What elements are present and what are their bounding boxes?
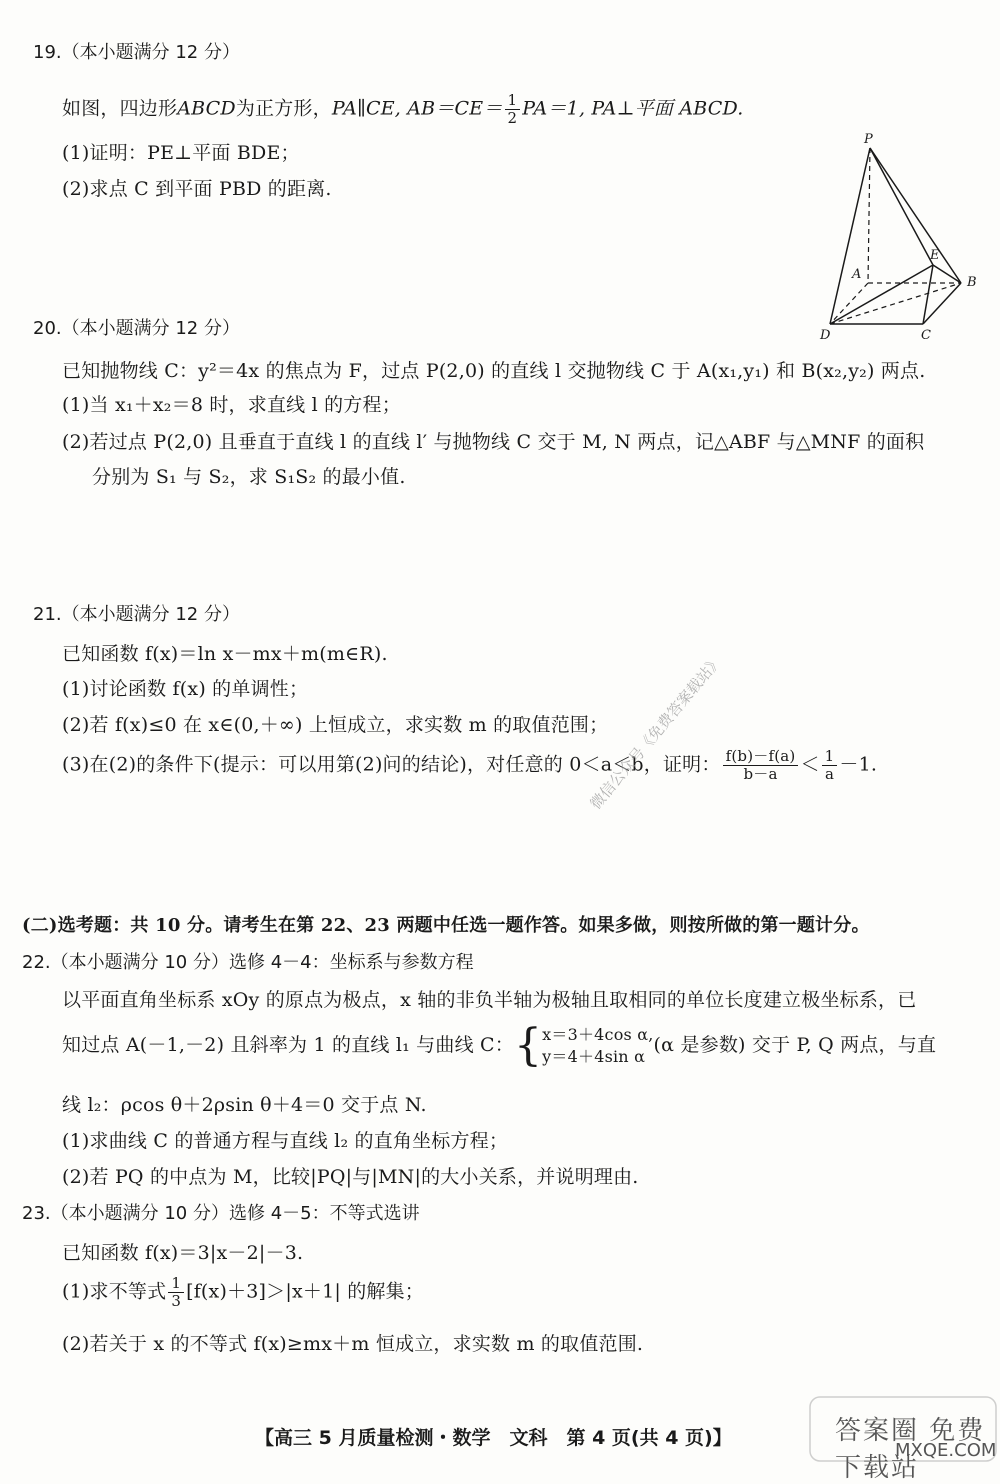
q20-stem: 已知抛物线 C：y²＝4x 的焦点为 F，过点 P(2,0) 的直线 l 交抛物线 C 于 A(x₁,y₁) 和 B(x₂,y₂) 两点. [62,360,926,382]
q19-stem-e: PA＝1, PA⊥平面 [522,97,674,120]
q21-part3-text: (3)在(2)的条件下(提示：可以用第(2)问的结论)，对任意的 0＜a＜b，证明： [62,753,721,776]
watermark: 微信公众号《免费答案载站》 [586,651,726,813]
q22-header: 22.（本小题满分 10 分）选修 4－4：坐标系与参数方程 [22,952,474,973]
page-footer: 【高三 5 月质量检测・数学 文科 第 4 页(共 4 页)】 [255,1427,732,1449]
q23-part1-a: (1)求不等式 [62,1280,167,1303]
q19-header: 19.（本小题满分 12 分） [33,42,240,63]
q20-part1: (1)当 x₁＋x₂＝8 时，求直线 l 的方程； [62,394,401,416]
q21-part3 [62,748,877,783]
q22-line2-b: (α 是参数) 交于 P, Q 两点，与直 [653,1034,937,1056]
edge-EB [933,265,961,283]
q22-part2: (2)若 PQ 的中点为 M，比较|PQ|与|MN|的大小关系，并说明理由. [62,1166,639,1188]
label-B: B [967,275,977,290]
q21-fraction-1: $\frac{f(b)-f(a)}{b-a}$ [723,748,799,783]
q21-part3-end: －1. [839,753,878,776]
q22-line3: 线 l₂：ρcos θ＋2ρsin θ＋4＝0 交于点 N. [62,1094,427,1116]
q23-part2: (2)若关于 x 的不等式 f(x)≥mx＋m 恒成立，求实数 m 的取值范围. [62,1333,644,1355]
q20-part2-line2: 分别为 S₁ 与 S₂，求 S₁S₂ 的最小值. [92,466,406,488]
q22-equation-system: x＝3＋4cos α, y＝4＋4sin α [542,1025,654,1066]
section2-heading: (二)选考题：共 10 分。请考生在第 22、23 两题中任选一题作答。如果多做，则按所做的第一题计分。 [22,915,870,936]
q19-stem-d: PA∥CE, AB＝CE＝ [331,97,503,120]
q23-part1 [62,1275,424,1310]
q19-stem-f: ABCD. [679,97,744,120]
q21-less-than: ＜ [800,753,820,776]
q19-stem [62,92,743,127]
q20-header: 20.（本小题满分 12 分） [33,318,240,339]
q19-stem-c: 为正方形， [235,97,332,120]
logo-url: MXQE.COM [895,1440,997,1461]
label-E: E [930,248,940,263]
q22-brace: { [513,1020,543,1071]
q21-header: 21.（本小题满分 12 分） [33,604,240,625]
q21-fraction-2: $\frac{1}{a}$ [822,748,838,783]
q22-line1: 以平面直角坐标系 xOy 的原点为极点，x 轴的非负半轴为极轴且取相同的单位长度建立极坐标系，已 [62,989,917,1011]
logo-text: 答案圈 免费下载站 [835,1416,986,1483]
q21-part2: (2)若 f(x)≤0 在 x∈(0,＋∞) 上恒成立，求实数 m 的取值范围； [62,714,609,736]
q20-part2-line1: (2)若过点 P(2,0) 且垂直于直线 l 的直线 l′ 与抛物线 C 交于 M, N 两点，记△ABF 与△MNF 的面积 [62,431,925,453]
pyramid-figure [810,128,990,346]
q23-fraction: $\frac{1}{3}$ [168,1275,184,1310]
q22-line2-a: 知过点 A(－1,－2) 且斜率为 1 的直线 l₁ 与曲线 C： [62,1034,514,1056]
q19-stem-a: 如图，四边形 [62,97,178,120]
q21-stem: 已知函数 f(x)＝ln x－mx＋m(m∈R). [62,643,388,665]
q21-part1: (1)讨论函数 f(x) 的单调性； [62,678,309,700]
label-A: A [852,267,862,282]
edge-PA-hidden [868,148,870,283]
q23-part1-b: [f(x)＋3]＞|x＋1| 的解集； [186,1280,425,1303]
label-C: C [921,328,931,343]
q19-part1: (1)证明：PE⊥平面 BDE； [62,142,300,164]
q22-line2 [62,1020,937,1071]
q23-header: 23.（本小题满分 10 分）选修 4－5：不等式选讲 [22,1203,420,1224]
edge-PE [870,148,933,265]
label-P: P [864,132,873,147]
edge-DE [830,265,933,324]
q19-stem-b: ABCD [177,97,236,120]
q22-part1: (1)求曲线 C 的普通方程与直线 l₂ 的直角坐标方程； [62,1130,509,1152]
edge-PB [870,148,961,283]
q19-part2: (2)求点 C 到平面 PBD 的距离. [62,178,332,200]
q19-fraction: $\frac{1}{2}$ [505,92,521,127]
label-D: D [820,328,831,343]
q23-stem: 已知函数 f(x)＝3|x－2|－3. [62,1242,304,1264]
edge-PD [830,148,870,324]
